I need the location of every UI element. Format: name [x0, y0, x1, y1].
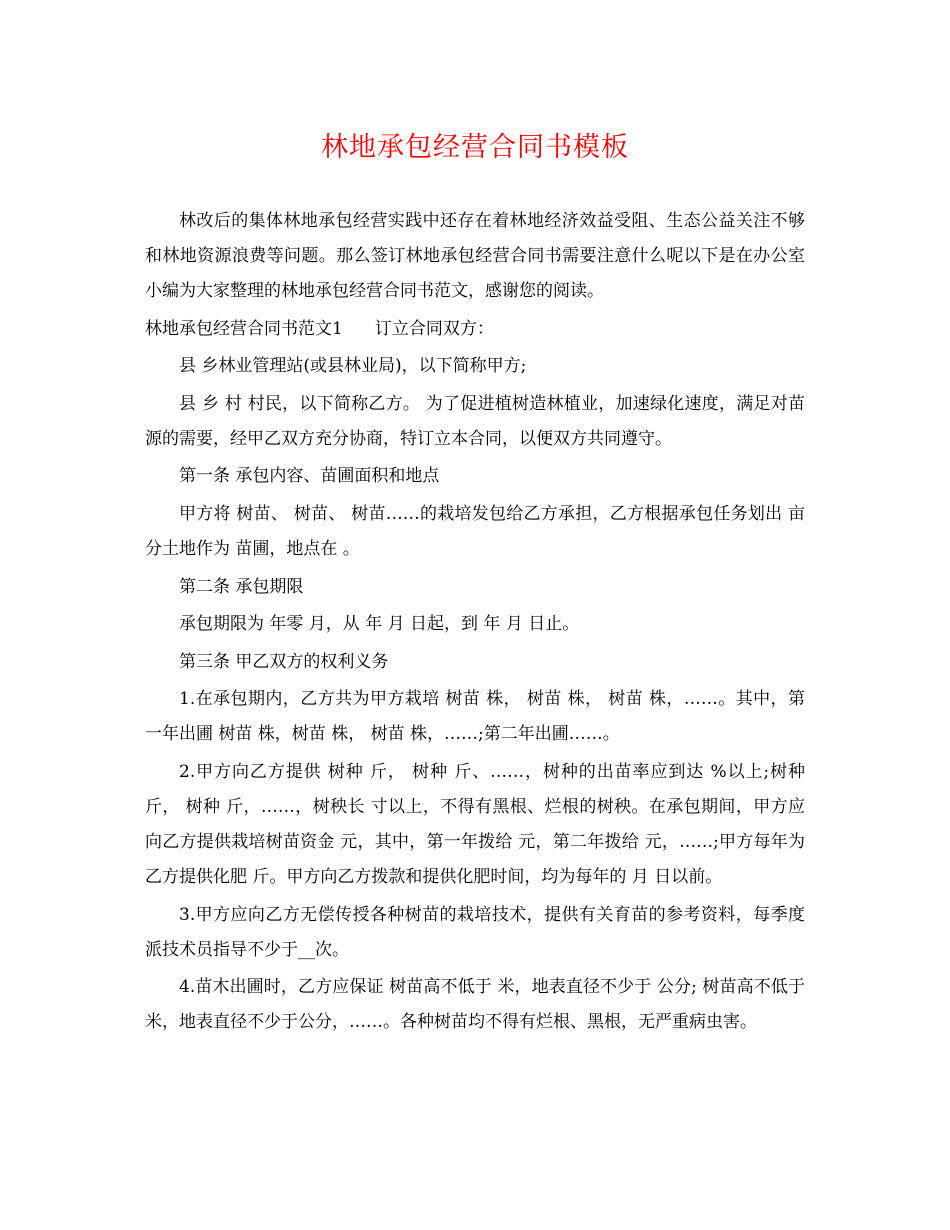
- article2-body: 承包期限为 年零 月，从 年 月 日起，到 年 月 日止。: [179, 614, 580, 635]
- document-title: 林地承包经营合同书模板: [321, 132, 629, 163]
- article3-title: 第三条 甲乙双方的权利义务: [179, 651, 389, 672]
- sample-heading: 林地承包经营合同书范文1: [145, 318, 343, 339]
- parties-heading: 订立合同双方：: [374, 318, 494, 339]
- party-b-paragraph: 县 乡 村 村民，以下简称乙方。 为了促进植树造林植业，加速绿化速度，满足对苗源的需要，经甲乙双方充分协商，特订立本合同，以便双方共同遵守。: [145, 393, 805, 449]
- article2-title: 第二条 承包期限: [179, 576, 304, 597]
- party-a-paragraph: 县 乡林业管理站(或县林业局)，以下简称甲方;: [179, 356, 527, 377]
- document-body: [145, 204, 805, 1043]
- sample-heading-line: [145, 312, 805, 347]
- article3-item3: 3.甲方应向乙方无偿传授各种树苗的栽培技术，提供有关育苗的参考资料，每季度派技术员指导不少于__次。: [145, 904, 805, 960]
- article3-item4: 4.苗木出圃时，乙方应保证 树苗高不低于 米，地表直径不少于 公分; 树苗高不低于 米，地表直径不少于公分，……。各种树苗均不得有烂根、黑根，无严重病虫害。: [145, 977, 805, 1033]
- article1-body: 甲方将 树苗、 树苗、 树苗……的栽培发包给乙方承担，乙方根据承包任务划出 亩 分土地作为 苗圃，地点在 。: [145, 503, 805, 559]
- article3-item1: 1.在承包期内，乙方共为甲方栽培 树苗 株， 树苗 株， 树苗 株，……。其中，第一年出圃 树苗 株，树苗 株， 树苗 株，……;第二年出圃……。: [145, 689, 805, 745]
- article1-title: 第一条 承包内容、苗圃面积和地点: [179, 466, 440, 487]
- article3-item2: 2.甲方向乙方提供 树种 斤， 树种 斤、……，树种的出苗率应到达 %以上;树种 斤， 树种 斤，……，树秧长 寸以上，不得有黑根、烂根的树秧。在承包期间，甲方应向乙方提供栽培树苗资金 元，其中，第一年拨给 元，第二年拨给 元，……;甲方每年为乙方提供化肥 斤。甲方向乙方拨款和提供化肥时间，均为每年的 月 日以前。: [145, 761, 805, 887]
- intro-paragraph: 林改后的集体林地承包经营实践中还存在着林地经济效益受阻、生态公益关注不够和林地资源浪费等问题。那么签订林地承包经营合同书需要注意什么呢以下是在办公室小编为大家整理的林地承包经营合同书范文，感谢您的阅读。: [145, 211, 805, 301]
